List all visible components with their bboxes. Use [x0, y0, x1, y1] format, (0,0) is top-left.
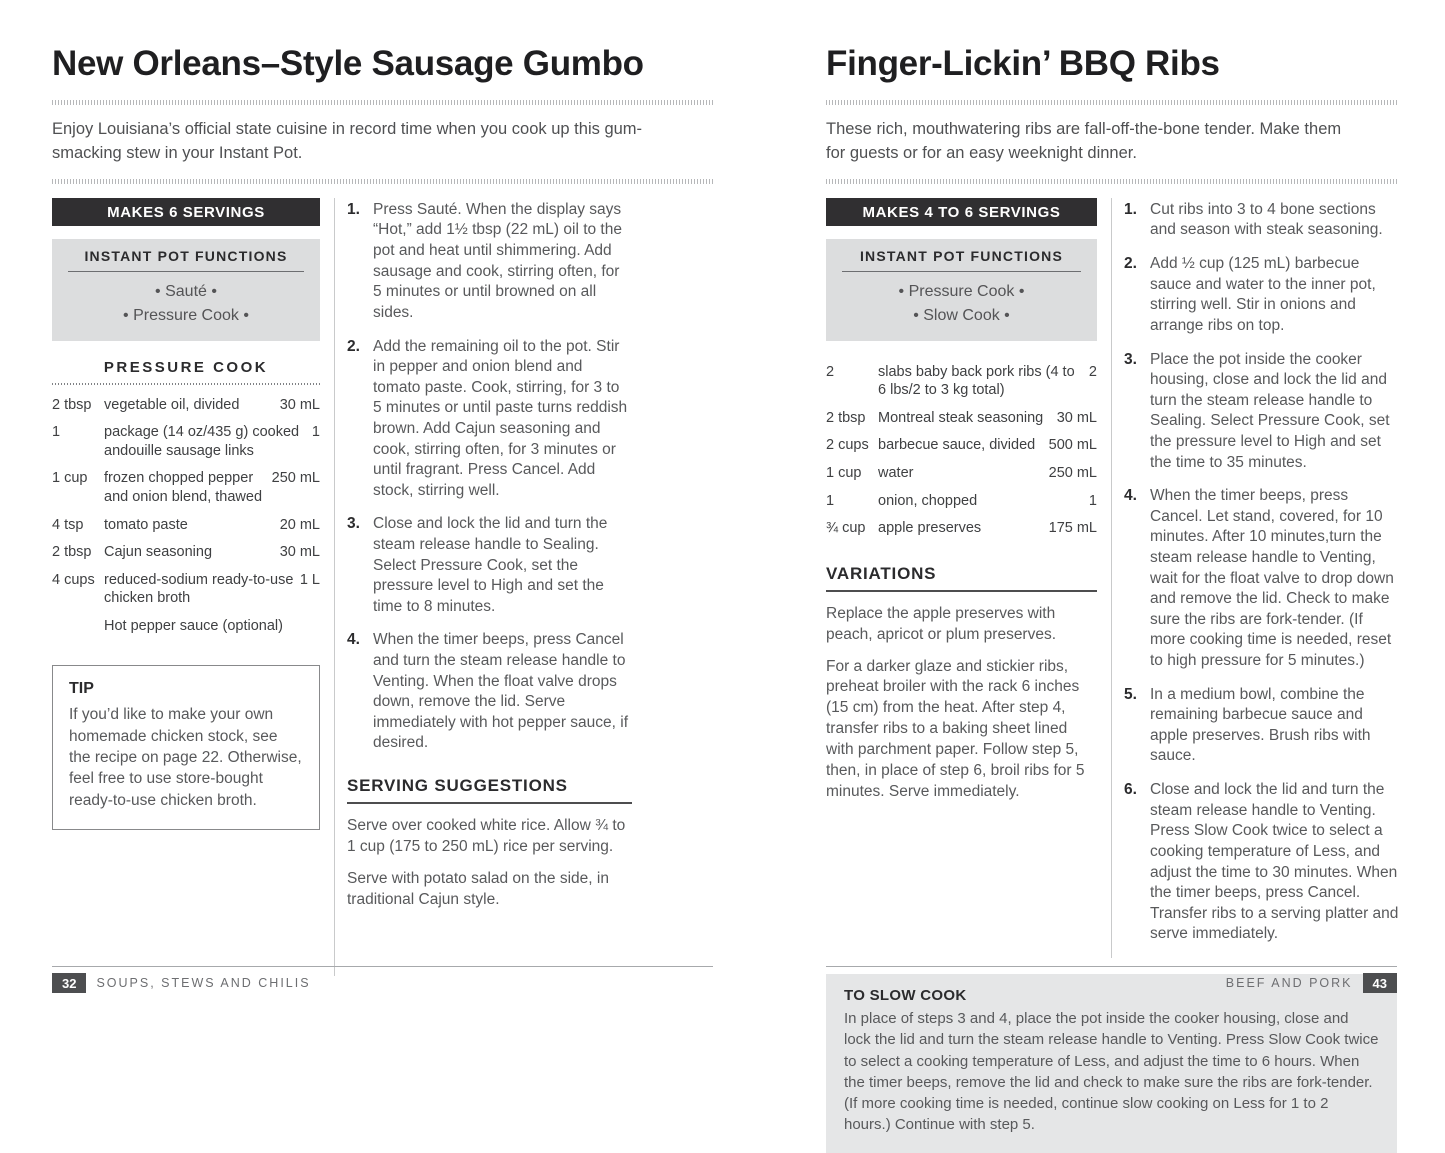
recipe-step [1124, 200, 1401, 241]
slow-cook-text: In place of steps 3 and 4, place the pot inside the cooker housing, close and lock the lid and turn the steam release handle to Venting. Press Slow Cook twice to select a cooking temperature of Less, and adjust the time to 6 hours. When the timer beeps, remove the lid and check to make sure the ribs are fork-tender. (If more cooking time is needed, continue slow cooking on Less for 1 to 2 hours.) Continue with step 5. [844, 1009, 1379, 1134]
ingredient-row [826, 363, 1097, 400]
function-item: • Sauté • [155, 282, 217, 300]
hatch-divider [826, 100, 1397, 105]
ingredient-row [826, 492, 1097, 511]
ingredient-row [52, 516, 320, 535]
ingredient-metric: 30 mL [1056, 409, 1097, 426]
step-number: 3. [347, 515, 360, 533]
ingredients-header: PRESSURE COOK [103, 358, 269, 376]
function-item: • Slow Cook • [913, 306, 1010, 324]
serving-suggestion-paragraph: Serve with potato salad on the side, in traditional Cajun style. [347, 869, 609, 908]
ingredient-row [52, 543, 320, 562]
ingredient-metric: 1 [311, 424, 320, 441]
variations-header: VARIATIONS [826, 564, 1097, 592]
ingredient-name: barbecue sauce, divided [878, 437, 1036, 454]
recipe-step [1124, 350, 1401, 474]
tip-text: If you’d like to make your own homemade chicken stock, see the recipe on page 22. Otherwise, feel free to use store-bought ready-to-use chicken broth. [69, 706, 302, 809]
ingredient-qty: 1 cup [826, 465, 862, 482]
ingredients-column [52, 198, 320, 976]
step-number: 2. [347, 337, 360, 355]
ingredient-qty: 2 tbsp [52, 544, 92, 561]
recipe-step [1124, 685, 1401, 767]
hatch-divider [52, 100, 713, 105]
footer-section-label: SOUPS, STEWS AND CHILIS [96, 976, 311, 990]
step-number: 6. [1124, 781, 1137, 799]
to-slow-cook-box [826, 974, 1397, 1153]
servings-banner: MAKES 4 TO 6 SERVINGS [826, 198, 1097, 226]
column-divider [1111, 198, 1112, 958]
ingredient-row [826, 409, 1097, 428]
column-divider [334, 198, 335, 976]
functions-box-title: INSTANT POT FUNCTIONS [68, 248, 304, 272]
step-number: 3. [1124, 350, 1137, 368]
tip-box [52, 665, 320, 830]
ingredient-metric: 250 mL [271, 470, 320, 487]
ingredient-metric: 2 [1088, 363, 1097, 380]
recipe-columns [826, 198, 1397, 958]
ingredients-column [826, 198, 1097, 958]
ingredient-name: water [878, 465, 914, 482]
ingredient-name: package (14 oz/435 g) cooked andouille sausage links [104, 424, 300, 459]
step-text: Cut ribs into 3 to 4 bone sections and season with steak seasoning. [1150, 200, 1383, 239]
steps-column [347, 198, 632, 976]
ingredient-name: apple preserves [878, 520, 982, 537]
serving-suggestions-header: SERVING SUGGESTIONS [347, 776, 632, 804]
ingredients-table [52, 396, 320, 635]
step-text: Add ½ cup (125 mL) barbecue sauce and water to the inner pot, stirring well. Stir in onions and arrange ribs on top. [1150, 255, 1376, 334]
slow-cook-title: TO SLOW COOK [844, 986, 967, 1004]
recipe-step [347, 200, 632, 324]
page-number-badge: 43 [1363, 973, 1397, 993]
servings-banner: MAKES 6 SERVINGS [52, 198, 320, 226]
step-number: 1. [1124, 200, 1137, 218]
ingredient-qty: 2 tbsp [826, 409, 866, 426]
tip-title: TIP [69, 680, 94, 698]
ingredient-row [52, 571, 320, 608]
ingredient-row [826, 464, 1097, 483]
page-number-badge: 32 [52, 973, 86, 993]
dotted-divider [52, 383, 320, 385]
ingredients-table [826, 363, 1097, 538]
variation-paragraph: Replace the apple preserves with peach, apricot or plum preserves. [826, 604, 1057, 643]
step-text: When the timer beeps, press Cancel. Let stand, covered, for 10 minutes. After 10 minutes,turn the steam release handle to Venting, wait for the float valve to drop down and remove the lid. Check to make sure the ribs are fork-tender. (If more cooking time is needed, reset to high pressure for 5 minutes.) [1150, 487, 1394, 670]
ingredient-qty: 4 tsp [52, 516, 84, 533]
functions-box-title: INSTANT POT FUNCTIONS [842, 248, 1081, 272]
serving-suggestion-paragraph: Serve over cooked white rice. Allow ¾ to 1 cup (175 to 250 mL) rice per serving. [347, 817, 626, 855]
ingredient-metric: 30 mL [279, 544, 320, 561]
function-item: • Pressure Cook • [898, 282, 1025, 300]
recipe-intro: These rich, mouthwatering ribs are fall-off-the-bone tender. Make them for guests or for an easy weeknight dinner. [826, 120, 1342, 162]
ingredient-row [52, 396, 320, 415]
step-number: 4. [1124, 487, 1137, 505]
recipe-step [1124, 254, 1401, 336]
recipe-page-gumbo [52, 44, 713, 976]
step-text: In a medium bowl, combine the remaining barbecue sauce and apple preserves. Brush ribs with sauce. [1150, 685, 1371, 765]
ingredient-qty: 1 [52, 424, 61, 441]
ingredient-row [52, 469, 320, 506]
page-title: Finger-Lickin’ BBQ Ribs [826, 44, 1220, 83]
ingredient-metric: 30 mL [279, 396, 320, 413]
ingredient-metric: 250 mL [1048, 465, 1097, 482]
ingredient-row [826, 519, 1097, 538]
step-text: Press Sauté. When the display says “Hot,” add 1½ tbsp (22 mL) oil to the pot and heat until shimmering. Add sausage and cook, stirring often, for 5 minutes or until browned on all sides. [373, 200, 622, 321]
function-item: • Pressure Cook • [123, 306, 249, 324]
step-text: Close and lock the lid and turn the steam release handle to Sealing. Select Pressure Cook, set the pressure level to High and set the time to 8 minutes. [373, 515, 608, 615]
recipe-step [347, 630, 632, 754]
ingredient-qty: 2 cups [826, 437, 869, 454]
recipe-intro: Enjoy Louisiana’s official state cuisine in record time when you cook up this gum-smacking stew in your Instant Pot. [52, 120, 643, 162]
step-number: 5. [1124, 685, 1137, 703]
ingredient-qty [52, 617, 104, 636]
instant-pot-functions-box [52, 239, 320, 341]
ingredient-name: Cajun seasoning [104, 544, 213, 561]
ingredient-qty: ¾ cup [826, 520, 866, 537]
ingredient-name: reduced-sodium ready-to-use chicken broth [104, 571, 294, 607]
ingredient-row [52, 617, 320, 636]
left-page-footer [52, 966, 713, 993]
ingredient-name: Montreal steak seasoning [878, 409, 1044, 426]
ingredient-metric: 1 L [299, 571, 320, 588]
ingredient-row [52, 423, 320, 460]
page-title: New Orleans–Style Sausage Gumbo [52, 44, 644, 83]
ingredient-metric: 500 mL [1048, 437, 1097, 454]
instant-pot-functions-box [826, 239, 1097, 341]
hatch-divider [826, 179, 1397, 184]
hatch-divider [52, 179, 713, 184]
recipe-step [1124, 486, 1401, 671]
ingredient-qty: 1 cup [52, 470, 88, 487]
ingredient-name: slabs baby back pork ribs (4 to 6 lbs/2 to 3 kg total) [878, 363, 1075, 399]
recipe-step [347, 514, 632, 617]
steps-column [1124, 198, 1401, 958]
ingredient-metric: 20 mL [279, 516, 320, 533]
ingredient-metric: 1 [1088, 492, 1097, 509]
recipe-step [1124, 780, 1401, 945]
footer-section-label: BEEF AND PORK [1225, 976, 1353, 990]
right-page-footer [826, 966, 1397, 993]
ingredient-qty: 2 tbsp [52, 396, 92, 413]
step-text: Place the pot inside the cooker housing, close and lock the lid and turn the steam release handle to Sealing. Select Pressure Cook, set the pressure level to High and set the time to 35 minutes. [1150, 350, 1390, 471]
step-number: 2. [1124, 255, 1137, 273]
ingredient-name: vegetable oil, divided [104, 396, 240, 413]
step-number: 1. [347, 200, 360, 218]
variation-paragraph: For a darker glaze and stickier ribs, preheat broiler with the rack 6 inches (15 cm) from the heat. After step 4, transfer ribs to a baking sheet lined with parchment paper. Follow step 5, then, in place of step 6, broil ribs for 5 minutes. Serve immediately. [826, 657, 1085, 801]
ingredient-name: tomato paste [104, 516, 188, 533]
ingredient-name: Hot pepper sauce (optional) [104, 617, 283, 634]
recipe-step [347, 337, 632, 502]
step-text: Add the remaining oil to the pot. Stir in pepper and onion blend and tomato paste. Cook, stirring, for 3 to 5 minutes or until paste turns reddish brown. Add Cajun seasoning and cook, stirring often, for 3 minutes or until fragrant. Press Cancel. Add stock, stirring well. [373, 337, 628, 499]
step-text: When the timer beeps, press Cancel and turn the steam release handle to Venting. When the float valve drops down, remove the lid. Serve immediately with hot pepper sauce, if desired. [373, 631, 629, 752]
step-number: 4. [347, 631, 360, 649]
recipe-columns [52, 198, 713, 976]
ingredient-qty: 1 [826, 492, 835, 509]
ingredient-qty: 2 [826, 363, 835, 380]
ingredient-name: onion, chopped [878, 492, 978, 509]
ingredient-metric: 175 mL [1048, 520, 1097, 537]
ingredient-name: frozen chopped pepper and onion blend, thawed [104, 470, 263, 506]
ingredient-qty: 4 cups [52, 571, 95, 588]
step-text: Close and lock the lid and turn the steam release handle to Venting. Press Slow Cook twice to select a cooking temperature of Less, and adjust the time to 30 minutes. When the timer beeps, press Cancel. Transfer ribs to a serving platter and serve immediately. [1150, 781, 1399, 943]
ingredient-row [826, 436, 1097, 455]
